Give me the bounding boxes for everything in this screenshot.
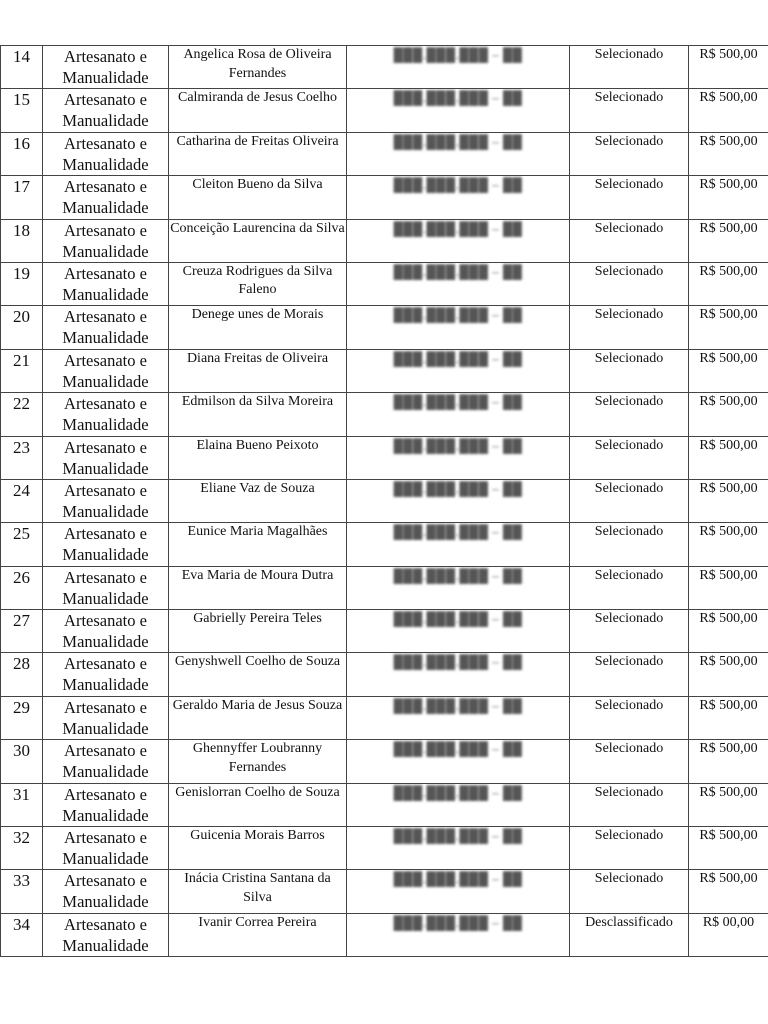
row-number: 24 — [1, 479, 43, 522]
row-number: 22 — [1, 393, 43, 436]
amount-cell: R$ 500,00 — [689, 740, 768, 783]
amount-cell: R$ 500,00 — [689, 176, 768, 219]
amount-cell: R$ 500,00 — [689, 306, 768, 349]
status-cell: Selecionado — [570, 436, 689, 479]
category-cell: Artesanato e Manualidade — [43, 262, 169, 305]
redacted-id-cell — [347, 89, 570, 132]
row-number: 18 — [1, 219, 43, 262]
category-cell: Artesanato e Manualidade — [43, 783, 169, 826]
applicant-name-cell: Geraldo Maria de Jesus Souza — [169, 696, 347, 739]
status-cell: Selecionado — [570, 566, 689, 609]
redacted-id-cell — [347, 827, 570, 870]
status-cell: Selecionado — [570, 219, 689, 262]
amount-cell: R$ 500,00 — [689, 610, 768, 653]
status-cell: Selecionado — [570, 783, 689, 826]
redacted-id: ███.███.███ – ██ — [393, 654, 523, 670]
category-cell: Artesanato e Manualidade — [43, 393, 169, 436]
applicant-name-cell: Guicenia Morais Barros — [169, 827, 347, 870]
row-number: 33 — [1, 870, 43, 913]
row-number: 25 — [1, 523, 43, 566]
status-cell: Selecionado — [570, 696, 689, 739]
table-row — [1, 566, 768, 609]
row-number: 32 — [1, 827, 43, 870]
row-number: 23 — [1, 436, 43, 479]
redacted-id-cell — [347, 393, 570, 436]
row-number: 19 — [1, 262, 43, 305]
row-number: 17 — [1, 176, 43, 219]
row-number: 15 — [1, 89, 43, 132]
row-number: 29 — [1, 696, 43, 739]
redacted-id: ███.███.███ – ██ — [393, 784, 523, 800]
status-cell: Selecionado — [570, 46, 689, 89]
redacted-id: ███.███.███ – ██ — [393, 697, 523, 713]
table-row — [1, 740, 768, 783]
redacted-id: ███.███.███ – ██ — [393, 871, 523, 887]
table-row — [1, 653, 768, 696]
status-cell: Selecionado — [570, 132, 689, 175]
status-cell: Selecionado — [570, 740, 689, 783]
category-cell: Artesanato e Manualidade — [43, 436, 169, 479]
applicant-name-cell: Eva Maria de Moura Dutra — [169, 566, 347, 609]
category-cell: Artesanato e Manualidade — [43, 176, 169, 219]
redacted-id: ███.███.███ – ██ — [393, 133, 523, 149]
applicant-name-cell: Genislorran Coelho de Souza — [169, 783, 347, 826]
table-row — [1, 436, 768, 479]
redacted-id: ███.███.███ – ██ — [393, 741, 523, 757]
table-row — [1, 870, 768, 913]
table-row — [1, 89, 768, 132]
category-cell: Artesanato e Manualidade — [43, 46, 169, 89]
redacted-id: ███.███.███ – ██ — [393, 47, 523, 62]
row-number: 26 — [1, 566, 43, 609]
applicant-name-cell: Eunice Maria Magalhães — [169, 523, 347, 566]
amount-cell: R$ 500,00 — [689, 827, 768, 870]
table-row — [1, 132, 768, 175]
status-cell: Selecionado — [570, 176, 689, 219]
redacted-id-cell — [347, 479, 570, 522]
redacted-id: ███.███.███ – ██ — [393, 90, 523, 106]
amount-cell: R$ 500,00 — [689, 132, 768, 175]
status-cell: Desclassificado — [570, 913, 689, 956]
row-number: 27 — [1, 610, 43, 653]
amount-cell: R$ 500,00 — [689, 46, 768, 89]
category-cell: Artesanato e Manualidade — [43, 89, 169, 132]
redacted-id: ███.███.███ – ██ — [393, 914, 523, 930]
category-cell: Artesanato e Manualidade — [43, 523, 169, 566]
status-cell: Selecionado — [570, 827, 689, 870]
table-body — [1, 46, 768, 957]
status-cell: Selecionado — [570, 610, 689, 653]
row-number: 31 — [1, 783, 43, 826]
redacted-id: ███.███.███ – ██ — [393, 524, 523, 540]
redacted-id-cell — [347, 436, 570, 479]
redacted-id-cell — [347, 653, 570, 696]
redacted-id: ███.███.███ – ██ — [393, 307, 523, 323]
table-row — [1, 827, 768, 870]
table-row — [1, 610, 768, 653]
amount-cell: R$ 500,00 — [689, 349, 768, 392]
redacted-id: ███.███.███ – ██ — [393, 177, 523, 193]
redacted-id: ███.███.███ – ██ — [393, 350, 523, 366]
applicant-name-cell: Elaina Bueno Peixoto — [169, 436, 347, 479]
category-cell: Artesanato e Manualidade — [43, 132, 169, 175]
redacted-id-cell — [347, 740, 570, 783]
applicant-name-cell: Conceição Laurencina da Silva — [169, 219, 347, 262]
redacted-id: ███.███.███ – ██ — [393, 263, 523, 279]
redacted-id-cell — [347, 913, 570, 956]
row-number: 16 — [1, 132, 43, 175]
applicant-name-cell: Diana Freitas de Oliveira — [169, 349, 347, 392]
table-row — [1, 46, 768, 89]
category-cell: Artesanato e Manualidade — [43, 349, 169, 392]
status-cell: Selecionado — [570, 89, 689, 132]
table-row — [1, 913, 768, 956]
redacted-id-cell — [347, 783, 570, 826]
amount-cell: R$ 500,00 — [689, 653, 768, 696]
applicant-name-cell: Ghennyffer Loubranny Fernandes — [169, 740, 347, 783]
redacted-id: ███.███.███ – ██ — [393, 480, 523, 496]
applicant-name-cell: Gabrielly Pereira Teles — [169, 610, 347, 653]
redacted-id-cell — [347, 870, 570, 913]
status-cell: Selecionado — [570, 870, 689, 913]
status-cell: Selecionado — [570, 393, 689, 436]
table-row — [1, 696, 768, 739]
category-cell: Artesanato e Manualidade — [43, 913, 169, 956]
applicant-name-cell: Edmilson da Silva Moreira — [169, 393, 347, 436]
status-cell: Selecionado — [570, 349, 689, 392]
table-row — [1, 306, 768, 349]
category-cell: Artesanato e Manualidade — [43, 479, 169, 522]
row-number: 14 — [1, 46, 43, 89]
amount-cell: R$ 00,00 — [689, 913, 768, 956]
amount-cell: R$ 500,00 — [689, 219, 768, 262]
table-row — [1, 349, 768, 392]
applicant-name-cell: Creuza Rodrigues da Silva Faleno — [169, 262, 347, 305]
redacted-id: ███.███.███ – ██ — [393, 828, 523, 844]
row-number: 34 — [1, 913, 43, 956]
redacted-id-cell — [347, 523, 570, 566]
category-cell: Artesanato e Manualidade — [43, 870, 169, 913]
category-cell: Artesanato e Manualidade — [43, 610, 169, 653]
amount-cell: R$ 500,00 — [689, 870, 768, 913]
redacted-id-cell — [347, 566, 570, 609]
applicant-name-cell: Angelica Rosa de Oliveira Fernandes — [169, 46, 347, 89]
applicant-name-cell: Denege unes de Morais — [169, 306, 347, 349]
category-cell: Artesanato e Manualidade — [43, 827, 169, 870]
amount-cell: R$ 500,00 — [689, 89, 768, 132]
redacted-id: ███.███.███ – ██ — [393, 437, 523, 453]
redacted-id-cell — [347, 610, 570, 653]
applicant-name-cell: Genyshwell Coelho de Souza — [169, 653, 347, 696]
amount-cell: R$ 500,00 — [689, 523, 768, 566]
row-number: 21 — [1, 349, 43, 392]
status-cell: Selecionado — [570, 523, 689, 566]
amount-cell: R$ 500,00 — [689, 566, 768, 609]
applicant-name-cell: Catharina de Freitas Oliveira — [169, 132, 347, 175]
amount-cell: R$ 500,00 — [689, 393, 768, 436]
amount-cell: R$ 500,00 — [689, 262, 768, 305]
redacted-id-cell — [347, 349, 570, 392]
redacted-id: ███.███.███ – ██ — [393, 394, 523, 410]
table-row — [1, 783, 768, 826]
row-number: 30 — [1, 740, 43, 783]
redacted-id: ███.███.███ – ██ — [393, 611, 523, 627]
table-row — [1, 262, 768, 305]
applicant-name-cell: Inácia Cristina Santana da Silva — [169, 870, 347, 913]
redacted-id-cell — [347, 219, 570, 262]
status-cell: Selecionado — [570, 653, 689, 696]
row-number: 28 — [1, 653, 43, 696]
redacted-id-cell — [347, 306, 570, 349]
results-table — [0, 45, 768, 957]
amount-cell: R$ 500,00 — [689, 696, 768, 739]
category-cell: Artesanato e Manualidade — [43, 740, 169, 783]
row-number: 20 — [1, 306, 43, 349]
redacted-id-cell — [347, 46, 570, 89]
applicant-name-cell: Cleiton Bueno da Silva — [169, 176, 347, 219]
applicant-name-cell: Eliane Vaz de Souza — [169, 479, 347, 522]
redacted-id-cell — [347, 696, 570, 739]
redacted-id-cell — [347, 132, 570, 175]
table-row — [1, 393, 768, 436]
amount-cell: R$ 500,00 — [689, 479, 768, 522]
status-cell: Selecionado — [570, 479, 689, 522]
redacted-id: ███.███.███ – ██ — [393, 220, 523, 236]
table-row — [1, 523, 768, 566]
category-cell: Artesanato e Manualidade — [43, 696, 169, 739]
category-cell: Artesanato e Manualidade — [43, 653, 169, 696]
redacted-id-cell — [347, 176, 570, 219]
redacted-id: ███.███.███ – ██ — [393, 567, 523, 583]
status-cell: Selecionado — [570, 262, 689, 305]
table-row — [1, 479, 768, 522]
applicant-name-cell: Calmiranda de Jesus Coelho — [169, 89, 347, 132]
category-cell: Artesanato e Manualidade — [43, 219, 169, 262]
amount-cell: R$ 500,00 — [689, 783, 768, 826]
applicant-name-cell: Ivanir Correa Pereira — [169, 913, 347, 956]
category-cell: Artesanato e Manualidade — [43, 306, 169, 349]
category-cell: Artesanato e Manualidade — [43, 566, 169, 609]
redacted-id-cell — [347, 262, 570, 305]
status-cell: Selecionado — [570, 306, 689, 349]
amount-cell: R$ 500,00 — [689, 436, 768, 479]
table-row — [1, 176, 768, 219]
table-row — [1, 219, 768, 262]
